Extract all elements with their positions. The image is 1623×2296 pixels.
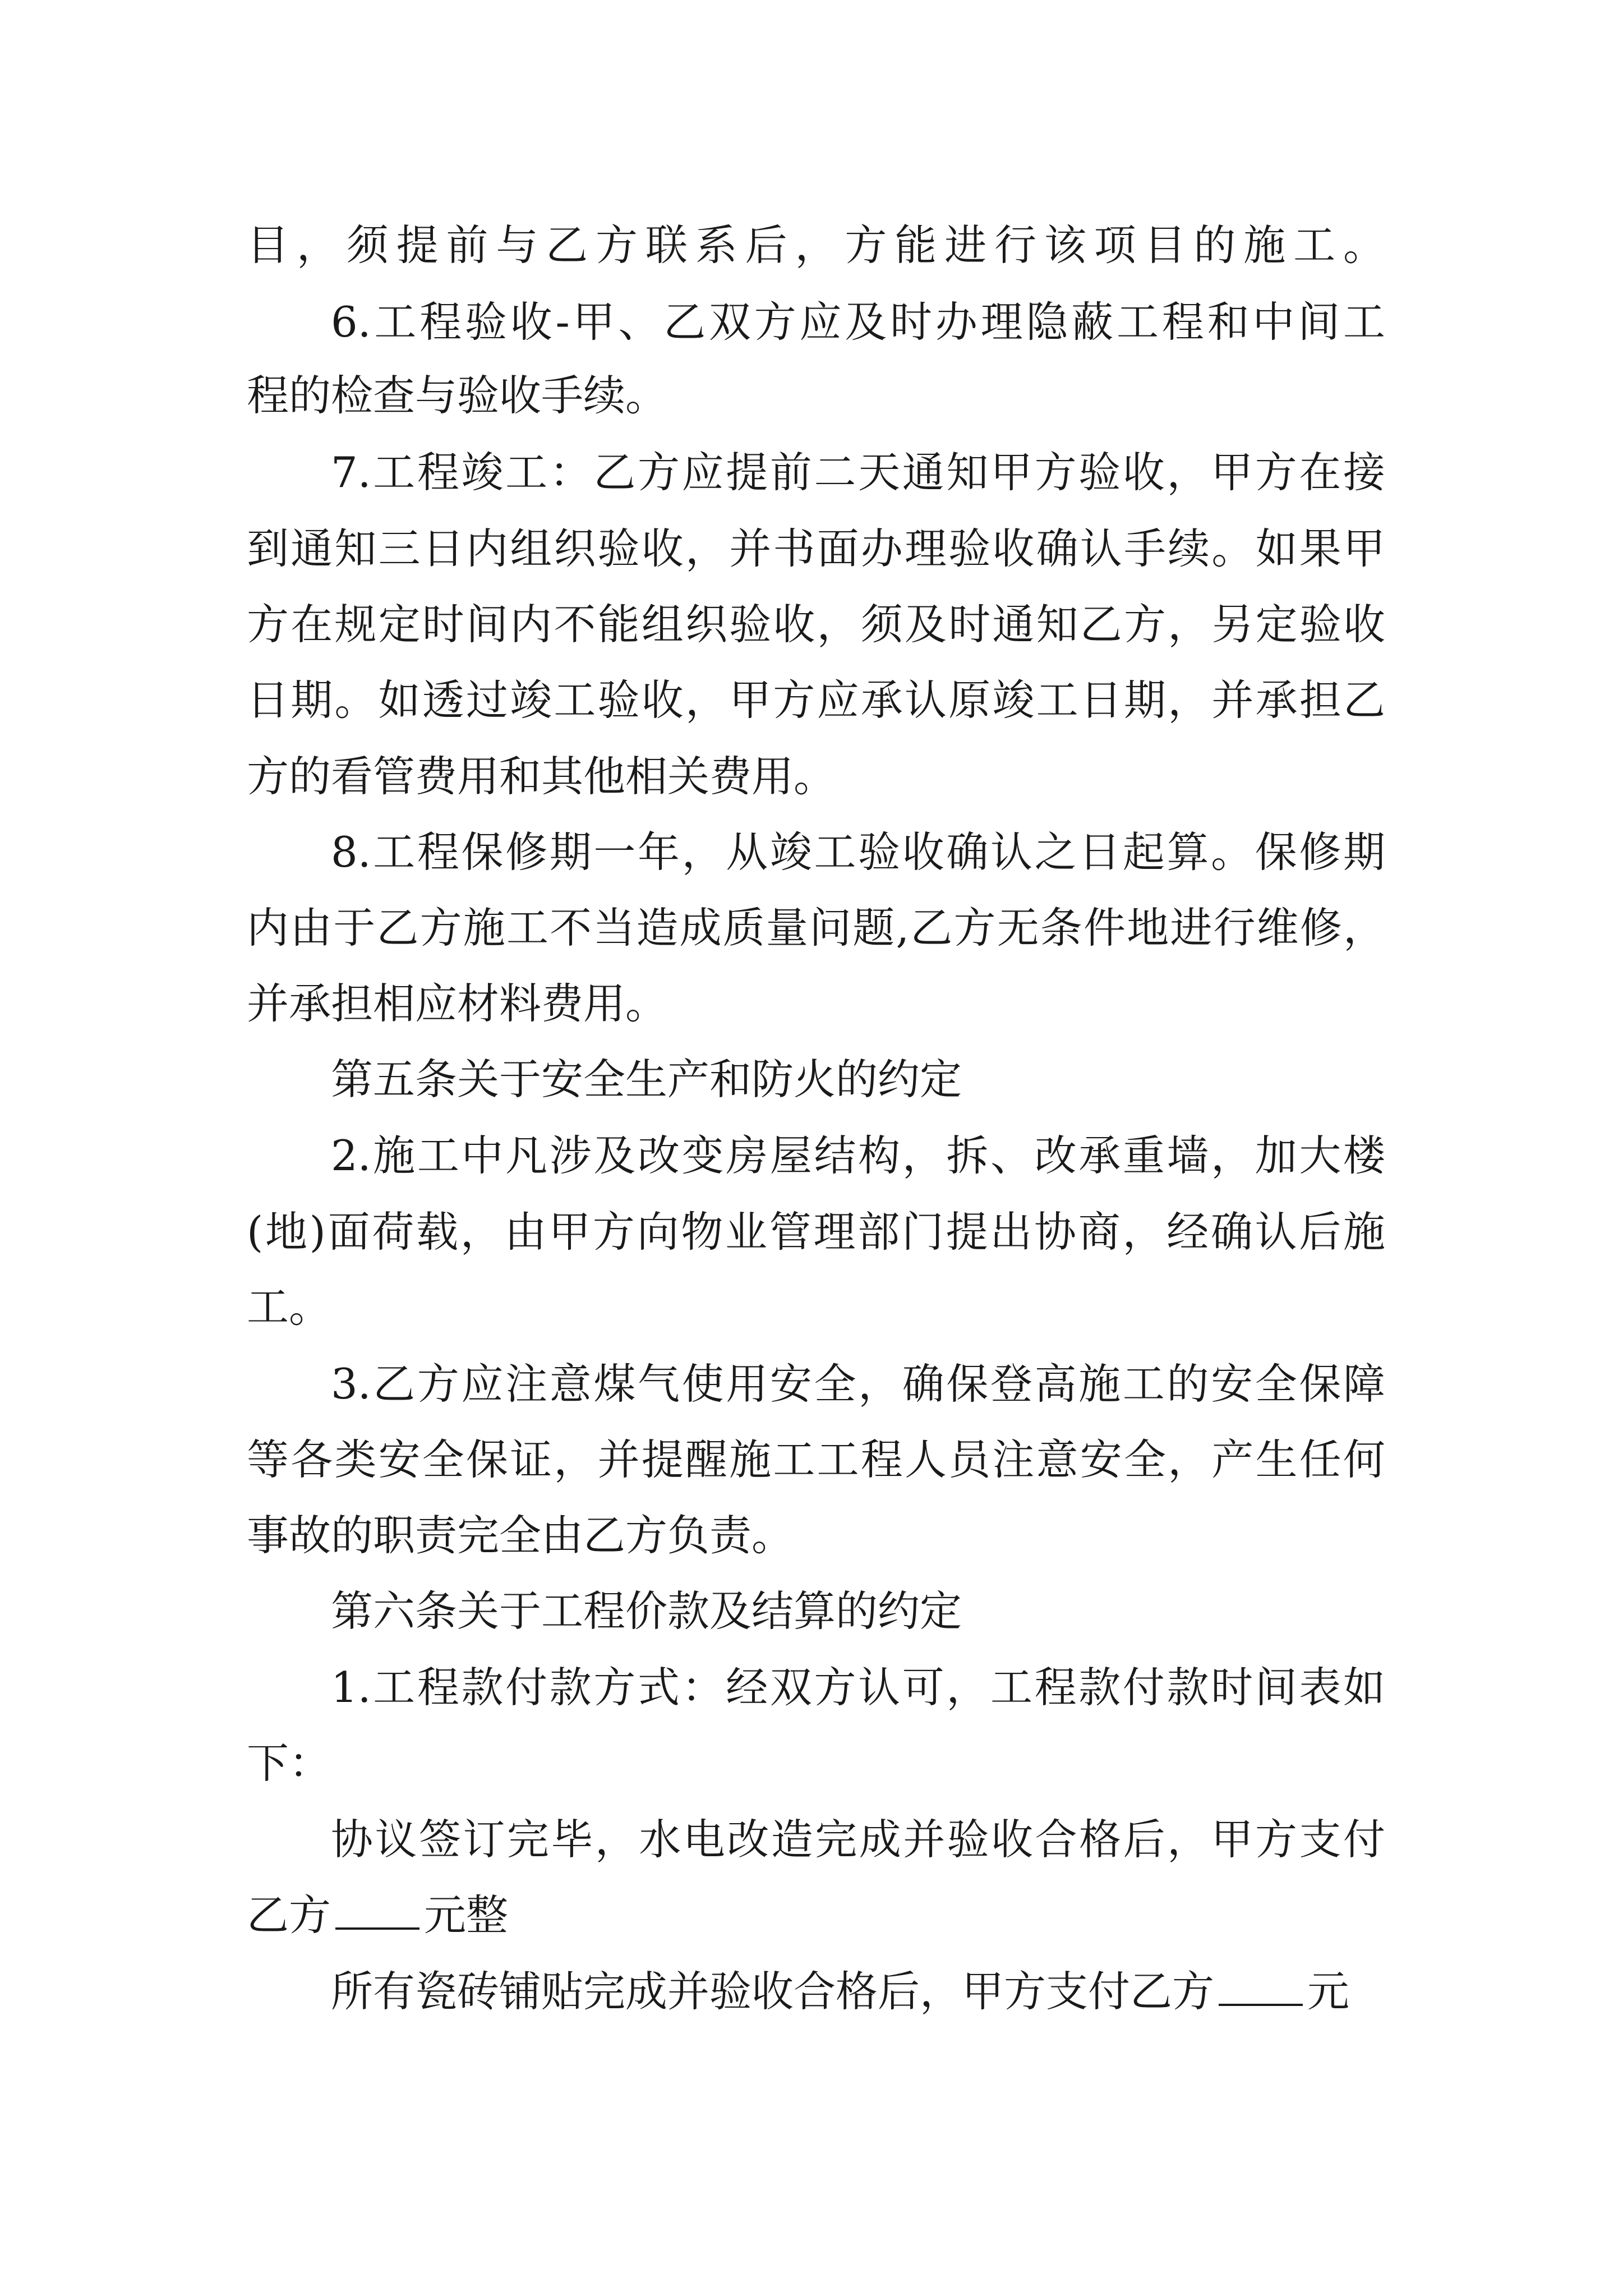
text-line: 8.工程保修期一年，从竣工验收确认之日起算。保修期 [331, 827, 1385, 877]
text-line: 7.工程竣工：乙方应提前二天通知甲方验收，甲方在接 [331, 448, 1385, 497]
text-line: (地)面荷载，由甲方向物业管理部门提出协商，经确认后施 [247, 1207, 1385, 1257]
text-line: 1.工程款付款方式：经双方认可，工程款付款时间表如 [331, 1663, 1385, 1712]
text-fragment: 元整 [424, 1890, 509, 1940]
text-line: 日期。如透过竣工验收，甲方应承认原竣工日期，并承担乙 [247, 675, 1385, 725]
text-line: 到通知三日内组织验收，并书面办理验收确认手续。如果甲 [247, 524, 1385, 573]
amount-blank [1219, 1970, 1303, 2006]
amount-blank [335, 1894, 419, 1930]
text-line: 程的检查与验收手续。 [247, 371, 668, 420]
text-line: 2.施工中凡涉及改变房屋结构，拆、改承重墙，加大楼 [331, 1131, 1385, 1180]
text-fragment: 元 [1307, 1967, 1350, 2016]
text-line: 下： [247, 1738, 331, 1788]
text-line [247, 1889, 1385, 1941]
text-line: 方的看管费用和其他相关费用。 [247, 752, 836, 801]
text-line: 3.乙方应注意煤气使用安全，确保登高施工的安全保障 [331, 1359, 1385, 1409]
text-line: 目，须提前与乙方联系后，方能进行该项目的施工。 [247, 220, 1385, 270]
text-line: 等各类安全保证，并提醒施工工程人员注意安全，产生任何 [247, 1435, 1385, 1484]
text-line: 事故的职责完全由乙方负责。 [247, 1511, 794, 1560]
text-line: 方在规定时间内不能组织验收，须及时通知乙方，另定验收 [247, 600, 1385, 649]
text-fragment: 乙方 [247, 1890, 331, 1940]
text-line: 协议签订完毕，水电改造完成并验收合格后，甲方支付 [331, 1815, 1385, 1864]
text-line: 并承担相应材料费用。 [247, 979, 668, 1028]
text-line: 内由于乙方施工不当造成质量问题,乙方无条件地进行维修， [247, 903, 1385, 953]
text-fragment: 所有瓷砖铺贴完成并验收合格后，甲方支付乙方 [331, 1967, 1215, 2016]
section-heading: 第六条关于工程价款及结算的约定 [331, 1586, 962, 1636]
text-line [331, 1966, 1385, 2017]
text-line: 6.工程验收-甲、乙双方应及时办理隐蔽工程和中间工 [331, 297, 1385, 347]
text-line: 工。 [247, 1282, 331, 1332]
section-heading: 第五条关于安全生产和防火的约定 [331, 1055, 962, 1104]
